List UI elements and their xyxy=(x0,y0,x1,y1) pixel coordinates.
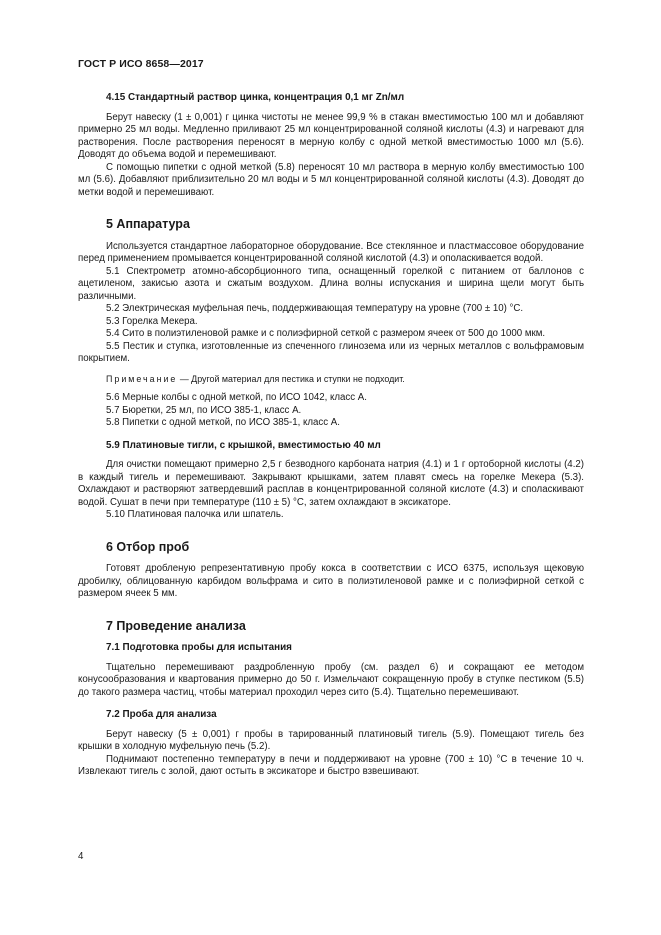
item-5-9-title: 5.9 Платиновые тигли, с крышкой, вместимостью 40 мл xyxy=(106,439,381,451)
subsection-7-1-title: 7.1 Подготовка пробы для испытания xyxy=(106,642,292,653)
note-text: — Другой материал для пестика и ступки не подходит. xyxy=(177,373,405,384)
section-6-title: 6 Отбор проб xyxy=(106,539,190,554)
item-5-1: 5.1 Спектрометр атомно-абсорбционного типа, оснащенный горелкой с питанием от баллонов с ацетиленом, закисью азота и сжатым воздухом. Длина волны испускания и ширина щели могут быть различными. xyxy=(78,265,584,302)
section-5-title: 5 Аппаратура xyxy=(106,217,190,231)
paragraph-6: Готовят дробленую репрезентативную пробу кокса в соответствии с ИСО 6375, используя щековую дробилку, облицованную карбидом вольфрама и сито в полиэтиленовой рамке и с полиэфирной сеткой с размером ячеек 5 мм. xyxy=(78,563,584,599)
item-5-5: 5.5 Пестик и ступка, изготовленные из спеченного глинозема или из черных металлов с вольфрамовым покрытием. xyxy=(78,340,584,364)
item-5-10: 5.10 Платиновая палочка или шпатель. xyxy=(106,509,284,520)
paragraph-7-2-2: Поднимают постепенно температуру в печи и поддерживают на уровне (700 ± 10) °С в течение 10 ч. Извлекают тигель с золой, дают остыть в эксикаторе и быстро взвешивают. xyxy=(78,753,584,777)
section-7-title: 7 Проведение анализа xyxy=(106,618,246,633)
item-5-4: 5.4 Сито в полиэтиленовой рамке и с полиэфирной сеткой с размером ячеек от 500 до 1000 мкм. xyxy=(106,328,546,339)
note xyxy=(78,373,584,386)
item-5-8: 5.8 Пипетки с одной меткой, по ИСО 385-1, класс А. xyxy=(106,417,340,428)
paragraph-5-intro: Используется стандартное лабораторное оборудование. Все стеклянное и пластмассовое оборудование перед применением промывается концентрированной соляной кислотой (4.3) и ополаскивается водой. xyxy=(78,240,584,264)
item-5-6: 5.6 Мерные колбы с одной меткой, по ИСО 1042, класс А. xyxy=(106,392,367,403)
subsection-7-2-title: 7.2 Проба для анализа xyxy=(106,709,217,720)
standard-header: ГОСТ Р ИСО 8658—2017 xyxy=(78,58,204,70)
note-label: Примечание xyxy=(106,373,178,384)
item-5-9-text: Для очистки помещают примерно 2,5 г безводного карбоната натрия (4.1) и 1 г ортоборной кислоты (4.2) в каждый тигель и перемешивают. Закрывают крышками, затем плавят смесь на горелке Мекера (5.3). Охлаждают и растворяют затвердевший расплав в концентрированной соляной кислоте (4.3) и споласкивают водой. Сушат в печи при температуре (110 ± 5) °С, затем охлаждают в эксикаторе. xyxy=(78,459,584,508)
paragraph-4-15-1: Берут навеску (1 ± 0,001) г цинка чистоты не менее 99,9 % в стакан вместимостью 100 мл и добавляют примерно 25 мл воды. Медленно приливают 25 мл концентрированной соляной кислоты (4.3) и нагревают для растворения. После растворения переносят в мерную колбу с одной меткой вместимостью 1000 мл (5.6). Доводят до объема водой и перемешивают. xyxy=(78,111,584,160)
paragraph-7-2-1: Берут навеску (5 ± 0,001) г пробы в тарированный платиновый тигель (5.9). Помещают тигель без крышки в холодную муфельную печь (5.2). xyxy=(78,728,584,752)
item-5-3: 5.3 Горелка Мекера. xyxy=(106,315,198,327)
item-5-2: 5.2 Электрическая муфельная печь, поддерживающая температуру на уровне (700 ± 10) °С. xyxy=(106,303,524,314)
item-5-7: 5.7 Бюретки, 25 мл, по ИСО 385-1, класс А. xyxy=(106,404,302,416)
page-number: 4 xyxy=(78,851,84,862)
document-body xyxy=(78,92,584,779)
subsection-4-15-title: 4.15 Стандартный раствор цинка, концентрация 0,1 мг Zn/мл xyxy=(106,92,405,103)
paragraph-7-1: Тщательно перемешивают раздробленную пробу (см. раздел 6) и сокращают ее методом конусообразования и квартования примерно до 50 г. Измельчают сокращенную пробу в ступке пестиком (5.5) до такого размера частиц, чтобы материал проходил через сито (5.4). Тщательно перемешивают. xyxy=(78,661,584,698)
paragraph-4-15-2: С помощью пипетки с одной меткой (5.8) переносят 10 мл раствора в мерную колбу вместимостью 100 мл (5.6). Добавляют приблизительно 20 мл воды и 5 мл концентрированной соляной кислоты (4.3). Доводят до метки водой и перемешивают. xyxy=(78,161,584,198)
